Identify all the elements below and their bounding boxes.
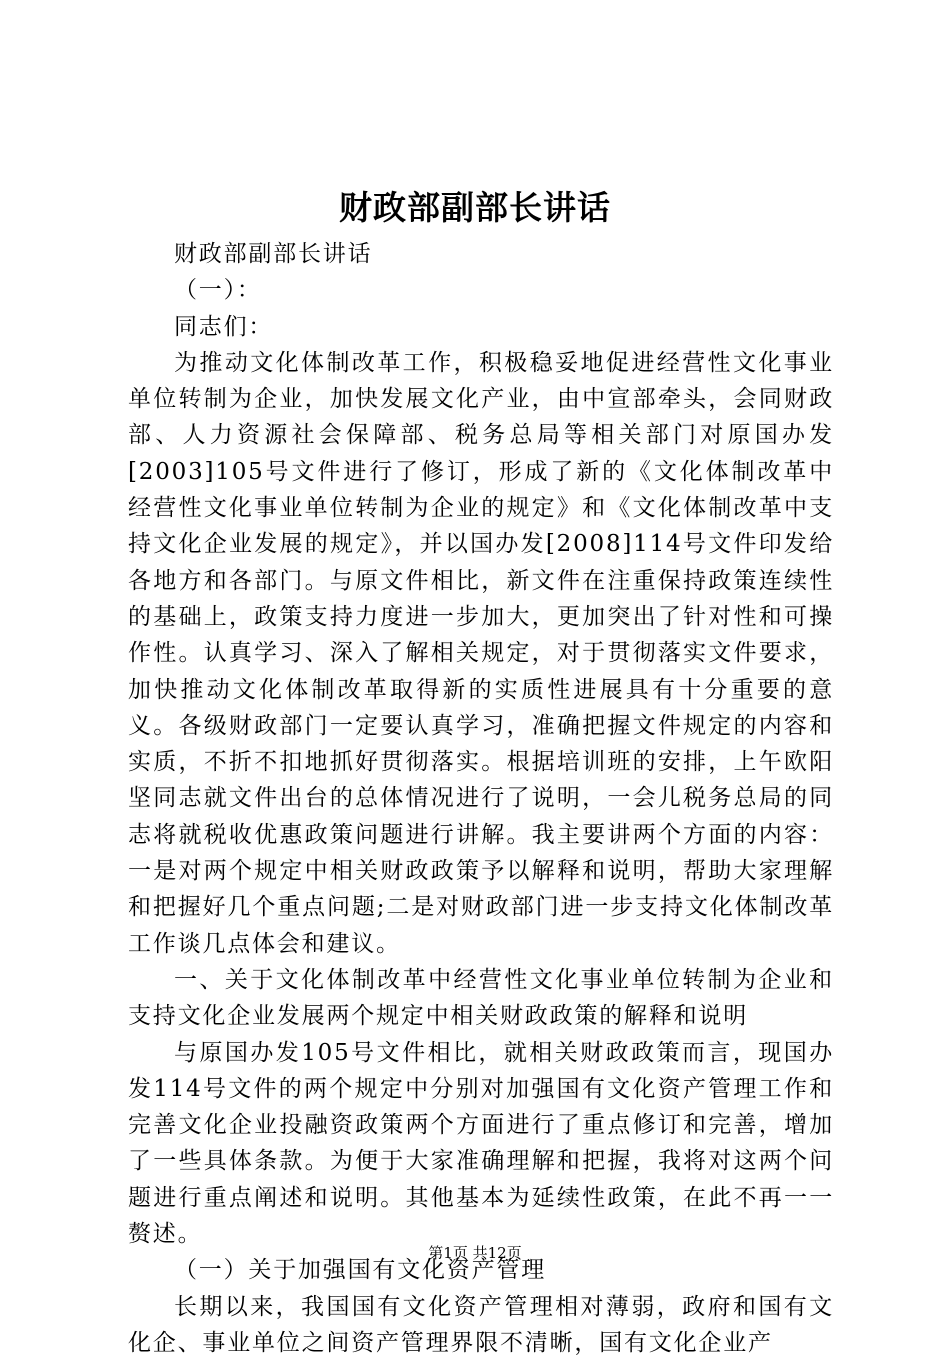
paragraph-heading-one: 一、关于文化体制改革中经营性文化事业单位转制为企业和支持文化企业发展两个规定中相关财政政策的解释和说明 (128, 966, 834, 1030)
document-body (128, 236, 834, 1361)
paragraph-intro: 为推动文化体制改革工作，积极稳妥地促进经营性文化事业单位转制为企业，加快发展文化产业，由中宣部牵头，会同财政部、人力资源社会保障部、税务总局等相关部门对原国办发[2003]105号文件进行了修订，形成了新的《文化体制改革中经营性文化事业单位转制为企业的规定》和《文化体制改革中支持文化企业发展的规定》，并以国办发[2008]114号文件印发给各地方和各部门。与原文件相比，新文件在注重保持政策连续性的基础上，政策支持力度进一步加大，更加突出了针对性和可操作性。认真学习、深入了解相关规定，对于贯彻落实文件要求，加快推动文化体制改革取得新的实质性进展具有十分重要的意义。各级财政部门一定要认真学习，准确把握文件规定的内容和实质，不折不扣地抓好贯彻落实。根据培训班的安排，上午欧阳坚同志就文件出台的总体情况进行了说明，一会儿税务总局的同志将就税收优惠政策问题进行讲解。我主要讲两个方面的内容：一是对两个规定中相关财政政策予以解释和说明，帮助大家理解和把握好几个重点问题;二是对财政部门进一步支持文化体制改革工作谈几点体会和建议。 (128, 349, 834, 957)
page-number-footer: 第1页 共12页 (428, 1244, 522, 1262)
document-title: 财政部副部长讲话 (339, 188, 611, 227)
paragraph-salutation: 同志们： (174, 313, 274, 340)
paragraph-section-marker: （一）： (174, 277, 262, 304)
paragraph-comparison: 与原国办发105号文件相比，就相关财政政策而言，现国办发114号文件的两个规定中分别对加强国有文化资产管理工作和完善文化企业投融资政策两个方面进行了重点修订和完善，增加了一些具体条款。为便于大家准确理解和把握，我将对这两个问题进行重点阐述和说明。其他基本为延续性政策，在此不再一一赘述。 (128, 1039, 834, 1248)
paragraph-subtitle: 财政部副部长讲话 (174, 241, 373, 267)
paragraph-assets: 长期以来，我国国有文化资产管理相对薄弱，政府和国有文化企、事业单位之间资产管理界限不清晰，国有文化企业产 (128, 1293, 834, 1356)
paragraph-subheading: （一）关于加强国有文化资产管理 (174, 1257, 546, 1284)
